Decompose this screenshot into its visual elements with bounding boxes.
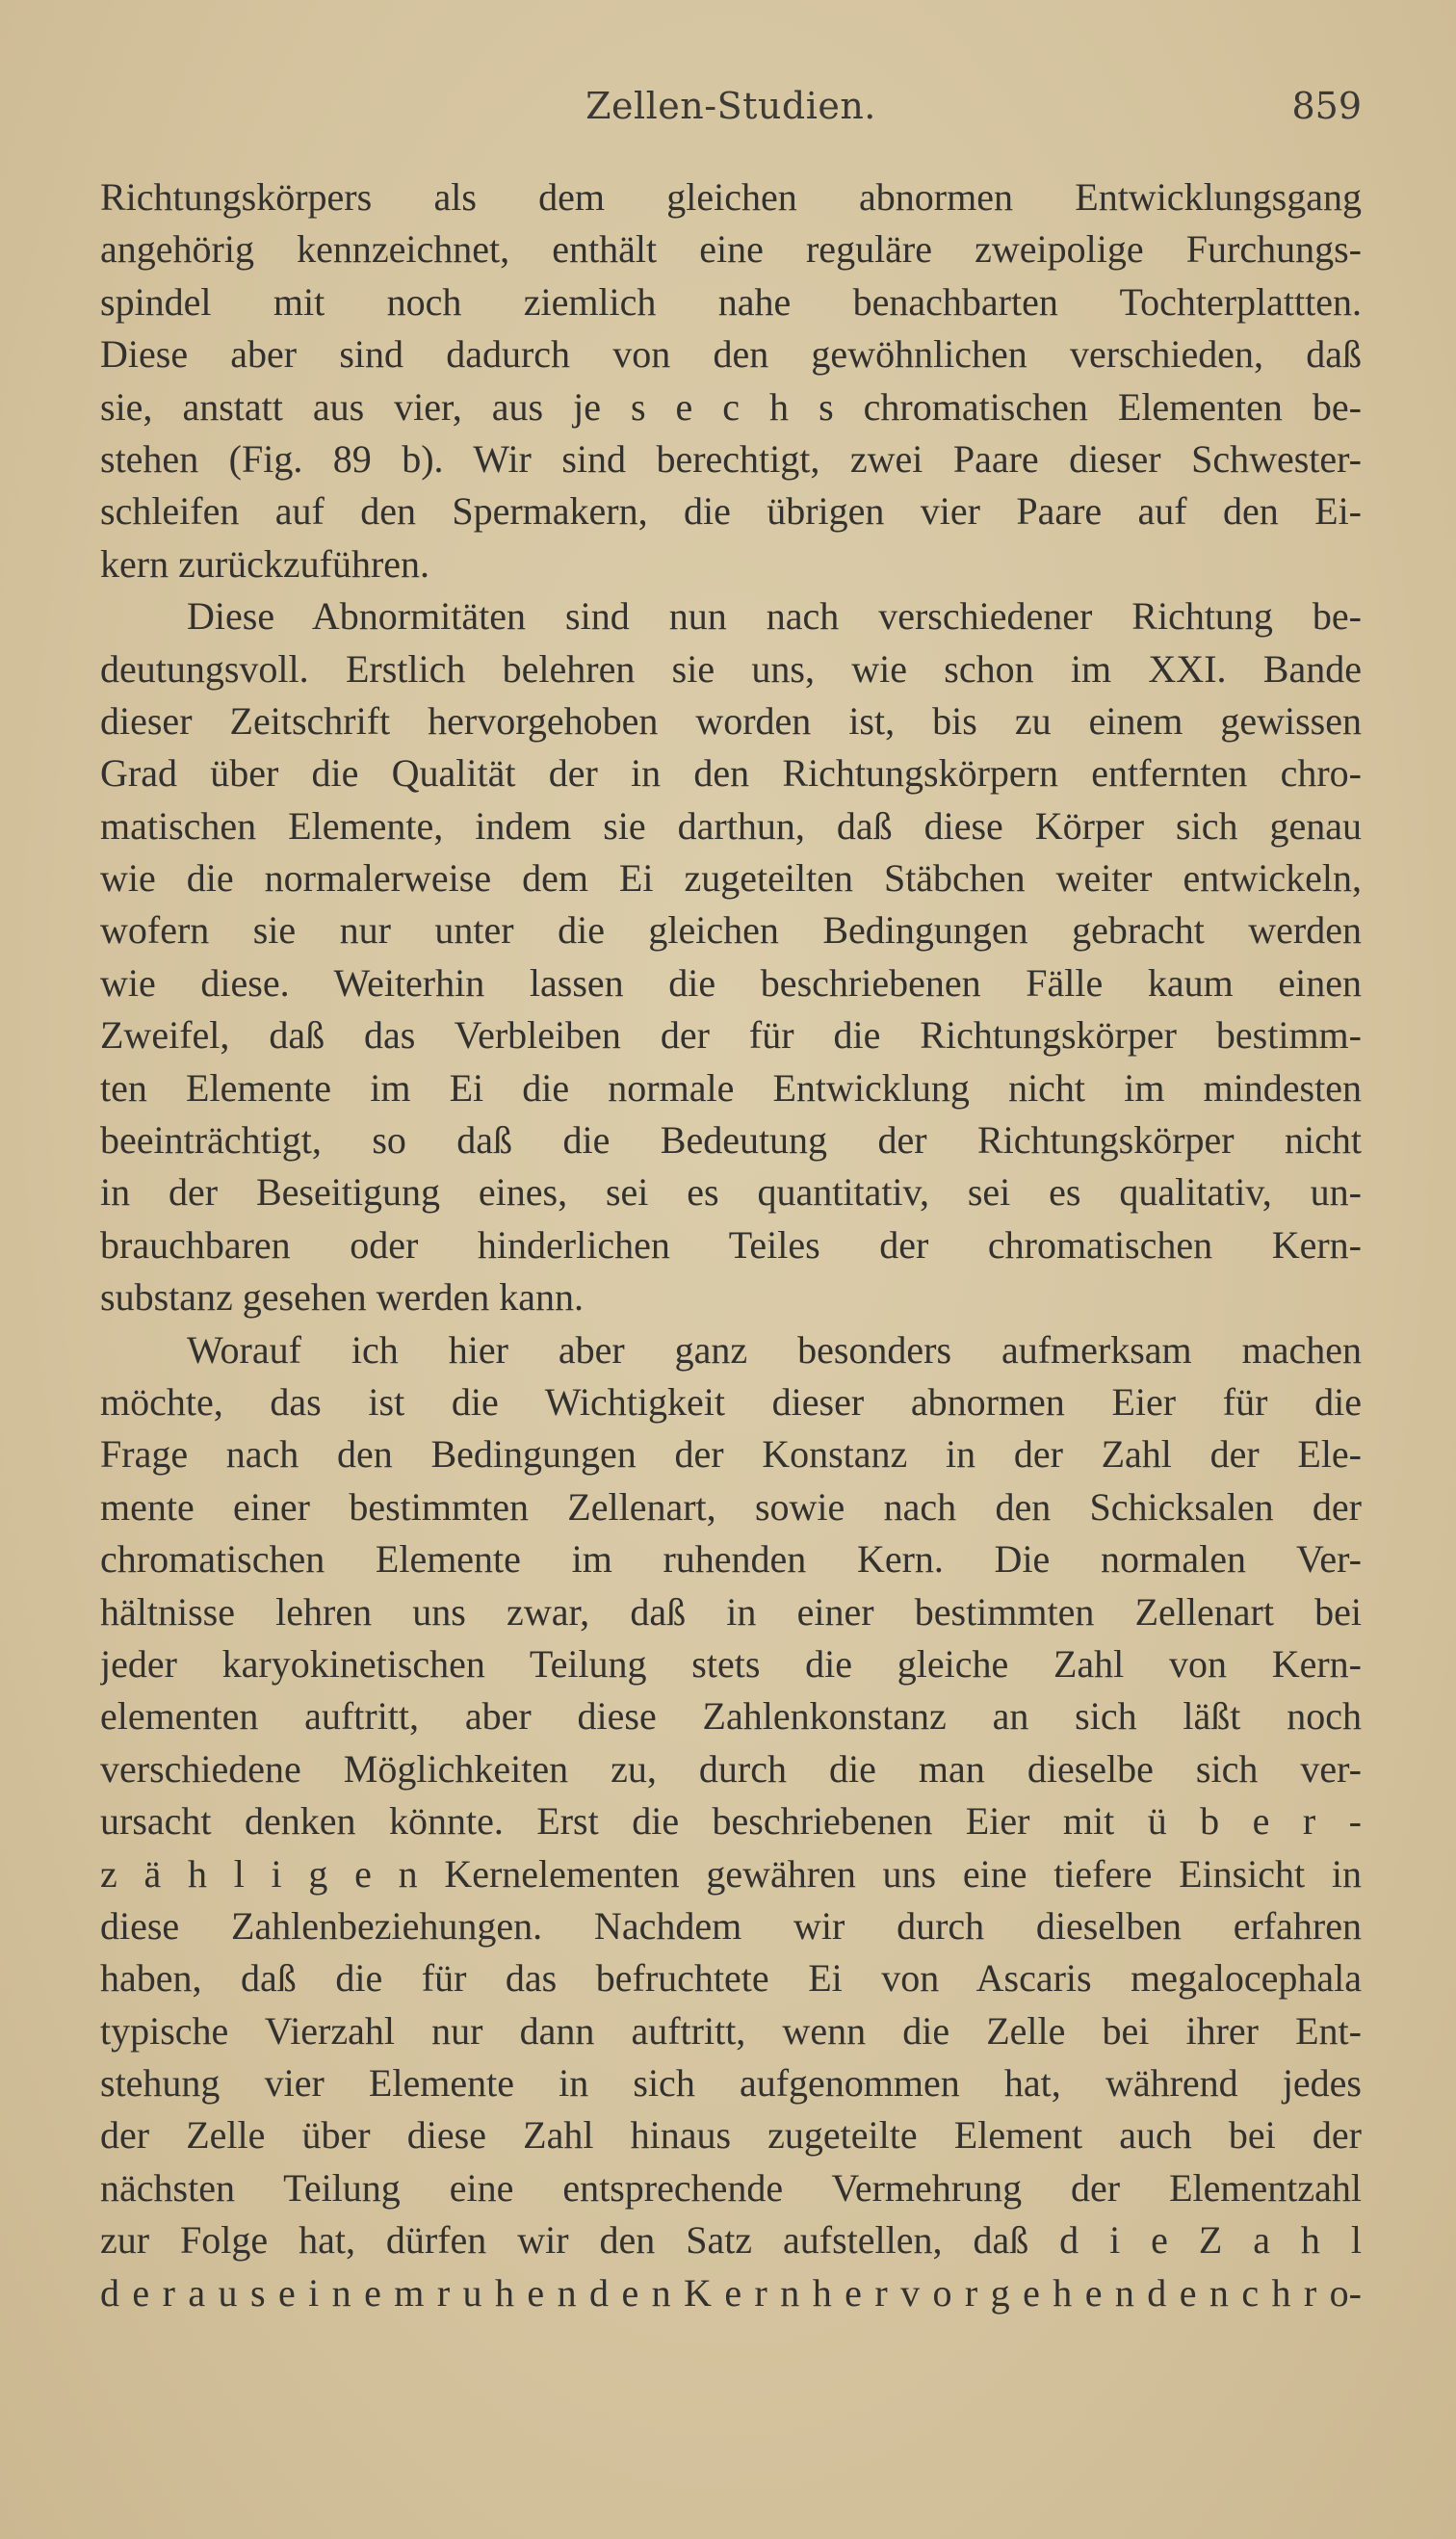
text-line: in der Beseitigung eines, sei es quantitativ, sei es qualitativ, un-	[100, 1170, 1362, 1215]
text-line: zur Folge hat, dürfen wir den Satz aufstellen, daß d i e Z a h l	[100, 2218, 1362, 2263]
paragraph	[100, 171, 1362, 590]
running-title: Zellen-Studien.	[585, 85, 876, 127]
text-line: ursacht denken könnte. Erst die beschriebenen Eier mit ü b e r -	[100, 1799, 1362, 1844]
text-line: angehörig kennzeichnet, enthält eine reguläre zweipolige Furchungs-	[100, 227, 1362, 272]
text-line: stehen (Fig. 89 b). Wir sind berechtigt, zwei Paare dieser Schwester-	[100, 436, 1362, 481]
text-line: nächsten Teilung eine entsprechende Vermehrung der Elementzahl	[100, 2165, 1362, 2210]
text-line: hältnisse lehren uns zwar, daß in einer bestimmten Zellenart bei	[100, 1589, 1362, 1634]
text-line: haben, daß die für das befruchtete Ei von Ascaris megalocephala	[100, 1956, 1362, 2001]
text-line: Frage nach den Bedingungen der Konstanz in der Zahl der Ele-	[100, 1432, 1362, 1477]
text-line: stehung vier Elemente in sich aufgenommen hat, während jedes	[100, 2061, 1362, 2106]
text-line: Diese Abnormitäten sind nun nach verschiedener Richtung be-	[187, 594, 1362, 639]
text-line: wie die normalerweise dem Ei zugeteilten Stäbchen weiter entwickeln,	[100, 856, 1362, 901]
paragraph	[100, 1324, 1362, 2319]
text-line: möchte, das ist die Wichtigkeit dieser abnormen Eier für die	[100, 1379, 1362, 1424]
text-line: elementen auftritt, aber diese Zahlenkonstanz an sich läßt noch	[100, 1694, 1362, 1739]
text-line: spindel mit noch ziemlich nahe benachbarten Tochterplattten.	[100, 279, 1362, 324]
text-line: Worauf ich hier aber ganz besonders aufmerksam machen	[187, 1327, 1362, 1372]
page-header	[100, 85, 1362, 133]
text-line: schleifen auf den Spermakern, die übrigen vier Paare auf den Ei-	[100, 489, 1362, 534]
text-line: z ä h l i g e n Kernelementen gewähren uns eine tiefere Einsicht in	[100, 1851, 1362, 1896]
text-line: chromatischen Elemente im ruhenden Kern. Die normalen Ver-	[100, 1537, 1362, 1582]
text-line: sie, anstatt aus vier, aus je s e c h s chromatischen Elementen be-	[100, 384, 1362, 429]
paragraph	[100, 590, 1362, 1323]
text-line: matischen Elemente, indem sie darthun, daß diese Körper sich genau	[100, 803, 1362, 848]
text-line: wie diese. Weiterhin lassen die beschriebenen Fälle kaum einen	[100, 960, 1362, 1005]
text-line: substanz gesehen werden kann.	[100, 1275, 585, 1320]
text-line: Richtungskörpers als dem gleichen abnormen Entwicklungsgang	[100, 175, 1362, 219]
text-line: Grad über die Qualität der in den Richtungskörpern entfernten chro-	[100, 751, 1362, 796]
text-line: deutungsvoll. Erstlich belehren sie uns, wie schon im XXI. Bande	[100, 646, 1362, 691]
page-number: 859	[1291, 85, 1362, 127]
text-line: kern zurückzuführen.	[100, 541, 430, 586]
text-line: Zweifel, daß das Verbleiben der für die Richtungskörper bestimm-	[100, 1013, 1362, 1058]
text-line: d e r a u s e i n e m r u h e n d e n K e r n h e r v o r g e h e n d e n c h r o-	[100, 2270, 1362, 2315]
text-line: diese Zahlenbeziehungen. Nachdem wir durch dieselben erfahren	[100, 1903, 1362, 1948]
text-line: beeinträchtigt, so daß die Bedeutung der Richtungskörper nicht	[100, 1118, 1362, 1163]
text-line: ten Elemente im Ei die normale Entwicklung nicht im mindesten	[100, 1065, 1362, 1110]
text-line: brauchbaren oder hinderlichen Teiles der chromatischen Kern-	[100, 1222, 1362, 1267]
text-line: wofern sie nur unter die gleichen Bedingungen gebracht werden	[100, 908, 1362, 953]
text-line: typische Vierzahl nur dann auftritt, wenn die Zelle bei ihrer Ent-	[100, 2008, 1362, 2053]
text-line: mente einer bestimmten Zellenart, sowie nach den Schicksalen der	[100, 1484, 1362, 1529]
text-line: dieser Zeitschrift hervorgehoben worden ist, bis zu einem gewissen	[100, 698, 1362, 743]
body-text	[100, 171, 1362, 2319]
text-line: der Zelle über diese Zahl hinaus zugeteilte Element auch bei der	[100, 2113, 1362, 2158]
text-line: verschiedene Möglichkeiten zu, durch die man dieselbe sich ver-	[100, 1746, 1362, 1791]
text-line: jeder karyokinetischen Teilung stets die gleiche Zahl von Kern-	[100, 1641, 1362, 1686]
text-line: Diese aber sind dadurch von den gewöhnlichen verschieden, daß	[100, 332, 1362, 377]
